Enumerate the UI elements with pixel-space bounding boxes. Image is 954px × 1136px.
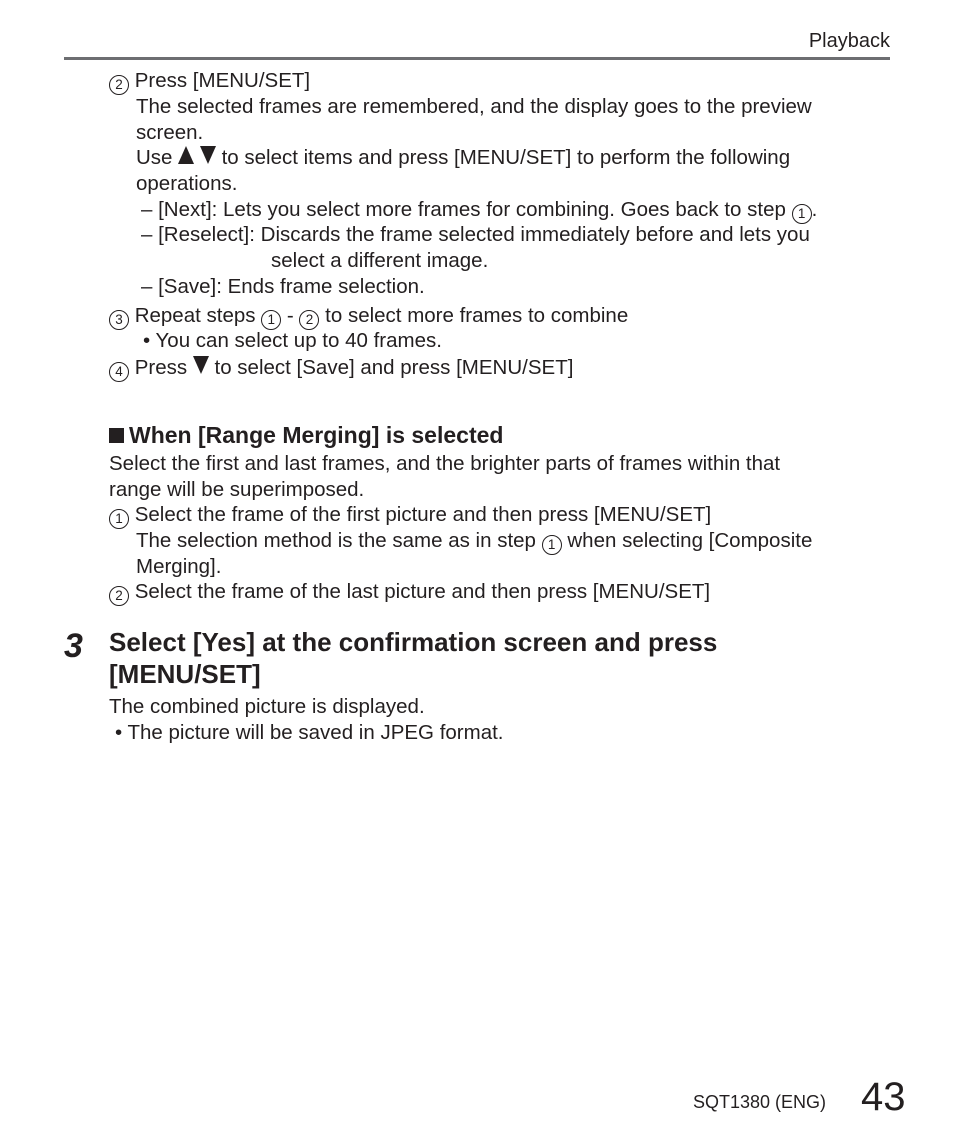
- option-next: [141, 197, 817, 224]
- option-next-period: .: [811, 198, 818, 221]
- substep-2-desc-line1: The selected frames are remembered, and the display goes to the preview: [136, 95, 812, 118]
- circled-number-4-icon: 4: [109, 362, 129, 382]
- circled-number-1-icon: 1: [792, 204, 812, 224]
- use-suffix: to select items and press [MENU/SET] to perform the following: [221, 146, 791, 169]
- range-intro-line2: range will be superimposed.: [109, 478, 365, 501]
- circled-number-1-icon: 1: [542, 535, 562, 555]
- range-substep-1-desc-suffix: when selecting [Composite: [567, 529, 813, 552]
- option-reselect-line1: – [Reselect]: Discards the frame selected immediately before and lets you: [141, 223, 810, 246]
- substep-4: [109, 355, 573, 382]
- down-arrow-icon: [193, 356, 209, 374]
- range-merging-heading-text: When [Range Merging] is selected: [129, 422, 504, 448]
- down-arrow-icon: [200, 146, 216, 164]
- header-rule: [64, 57, 890, 60]
- range-substep-1-desc: [136, 528, 812, 555]
- option-next-text: – [Next]: Lets you select more frames for combining. Goes back to step: [141, 198, 786, 221]
- substep-2-desc-line2: screen.: [136, 121, 204, 144]
- range-substep-1-desc-prefix: The selection method is the same as in step: [136, 529, 536, 552]
- use-prefix: Use: [136, 146, 173, 169]
- circled-number-2-icon: 2: [109, 75, 129, 95]
- document-code: SQT1380 (ENG): [693, 1092, 827, 1112]
- range-substep-2-text: Select the frame of the last picture and then press [MENU/SET]: [134, 580, 711, 603]
- step-description: The combined picture is displayed.: [109, 695, 425, 718]
- range-substep-1: [109, 502, 711, 529]
- section-label: Playback: [808, 30, 890, 52]
- substep-3-suffix: to select more frames to combine: [325, 304, 629, 327]
- substep-2: [109, 68, 310, 95]
- circled-number-2-icon: 2: [109, 586, 129, 606]
- step-number: 3: [64, 627, 83, 665]
- step-title-line2: [MENU/SET]: [109, 659, 261, 689]
- step-title-line1: Select [Yes] at the confirmation screen and press: [109, 627, 718, 657]
- range-substep-1-desc-line2: Merging].: [136, 555, 222, 578]
- substep-2-title: Press [MENU/SET]: [134, 69, 311, 92]
- circled-number-3-icon: 3: [109, 310, 129, 330]
- square-bullet-icon: [109, 428, 124, 443]
- use-instruction: [136, 145, 790, 171]
- substep-3: [109, 303, 628, 330]
- substep-4-prefix: Press: [134, 356, 188, 379]
- range-intro-line1: Select the first and last frames, and the brighter parts of frames within that: [109, 452, 781, 475]
- circled-number-2-icon: 2: [299, 310, 319, 330]
- up-arrow-icon: [178, 146, 194, 164]
- substep-4-suffix: to select [Save] and press [MENU/SET]: [214, 356, 574, 379]
- substep-3-prefix: Repeat steps: [134, 304, 256, 327]
- circled-number-1-icon: 1: [261, 310, 281, 330]
- step-bullet: • The picture will be saved in JPEG format.: [115, 721, 504, 744]
- page-number: 43: [861, 1075, 906, 1119]
- circled-number-1-icon: 1: [109, 509, 129, 529]
- substep-3-bullet: • You can select up to 40 frames.: [143, 329, 442, 352]
- operations-label: operations.: [136, 172, 238, 195]
- range-dash: -: [286, 304, 294, 327]
- range-merging-heading: [109, 421, 503, 449]
- range-substep-1-text: Select the frame of the first picture and then press [MENU/SET]: [134, 503, 712, 526]
- option-reselect-line2: select a different image.: [271, 249, 489, 272]
- option-save: – [Save]: Ends frame selection.: [141, 275, 425, 298]
- range-substep-2: [109, 579, 710, 606]
